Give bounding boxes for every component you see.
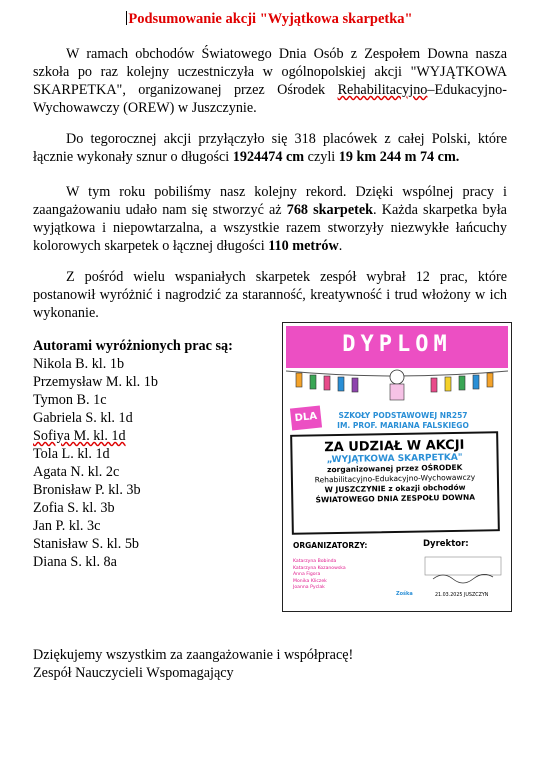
organizer-name: Monika Kliczek: [293, 578, 327, 584]
author-item: Nikola B. kl. 1b: [33, 356, 125, 372]
author-item: Zofia S. kl. 3b: [33, 500, 115, 516]
author-item: Tola L. kl. 1d: [33, 446, 110, 462]
diploma-organizers-label: ORGANIZATORZY:: [293, 541, 368, 550]
p3-text: W tym roku pobiliśmy nasz kolejny rekord. Dzięki wspólnej pracy i zaangażowaniu udało nam się stworzyć aż: [33, 184, 507, 218]
diploma-image: [282, 322, 512, 612]
p2-bold-length-cm: 1924474 cm: [232, 149, 305, 165]
author-item: Jan P. kl. 3c: [33, 518, 101, 534]
p2-text-mid: czyli: [304, 149, 339, 165]
diploma-school-line: IM. PROF. MARIANA FALSKIEGO: [337, 421, 469, 430]
diploma-header: [286, 326, 508, 368]
p1-text-end: –Edukacyjno-Wychowawczy (OREW) w Juszczynie.: [33, 82, 507, 116]
diploma-organizer-names: [293, 559, 346, 592]
document-title: [0, 11, 539, 28]
diploma-line: W JUSZCZYNIE z okazji obchodów: [324, 482, 466, 495]
diploma-school-line: SZKOŁY PODSTAWOWEJ NR257: [338, 411, 468, 420]
footer-signature: Zespół Nauczycieli Wspomagający: [33, 665, 234, 681]
organizer-name: Katarzyna Bobinda: [293, 559, 337, 564]
author-item: Stanisław S. kl. 5b: [33, 536, 140, 552]
sock-garland-illustration: [286, 367, 508, 407]
organizer-name: Joanna Pyclak: [293, 585, 325, 591]
diploma-dla-badge: DLA: [290, 405, 322, 430]
footer-thanks: Dziękujemy wszystkim za zaangażowanie i współpracę!: [33, 647, 354, 663]
p2-text: Do tegorocznej akcji przyłączyło się 318 placówek z całej Polski, które łącznie wykonały sznur o długości: [33, 131, 507, 165]
p1-text: W ramach obchodów Światowego Dnia Osób z Zespołem Downa nasza szkoła po raz kolejny uczestniczyła w ogólnopolskiej akcji "WYJĄTKOWA SKARPETKA", organizowanej przez Ośrodek: [33, 46, 507, 98]
diploma-school: [303, 411, 503, 431]
author-item: Bronisław P. kl. 3b: [33, 482, 141, 498]
paragraph-1: [33, 45, 507, 117]
paragraph-2: [33, 130, 507, 166]
diploma-line: „WYJĄTKOWA SKARPETKA": [326, 452, 463, 466]
diploma-title: DYPLOM: [342, 332, 452, 357]
p3-text-end: .: [338, 238, 343, 254]
diploma-line: zorganizowanej przez OŚRODEK: [327, 462, 463, 475]
diploma-line: ŚWIATOWEGO DNIA ZESPOŁU DOWNA: [315, 492, 476, 505]
author-item: Gabriela S. kl. 1d: [33, 410, 133, 426]
p2-bold-length-km: 19 km 244 m 74 cm.: [338, 149, 460, 165]
organizer-name: Katarzyna Kozanowska: [293, 565, 346, 571]
p3-bold-length: 110 metrów: [268, 238, 339, 254]
document-title-text: Podsumowanie akcji "Wyjątkowa skarpetka": [128, 11, 413, 27]
paragraph-3: [33, 183, 507, 255]
director-signature-stamp: [423, 555, 503, 585]
diploma-place-date: 21.03.2025 JUSZCZYN: [435, 593, 489, 598]
authors-heading: Autorami wyróżnionych prac są:: [33, 338, 233, 354]
paragraph-4: [33, 268, 507, 322]
diploma-line: Rehabilitacyjno-Edukacyjno-Wychowawczy: [314, 472, 476, 485]
author-item: Przemysław M. kl. 1b: [33, 374, 158, 390]
p3-text-mid: . Każda skarpetka była wyjątkowa i niepowtarzalna, a wszystkie razem stworzyły niezwykłe łańcuchy kolorowych skarpetek o łącznej długości: [33, 202, 507, 254]
author-item: Diana S. kl. 8a: [33, 554, 117, 570]
diploma-director-label: Dyrektor:: [423, 539, 469, 549]
spellcheck-word: Rehabilitacyjno: [337, 82, 428, 98]
footer: [33, 646, 353, 682]
author-item: Agata N. kl. 2c: [33, 464, 120, 480]
diploma-line: ZA UDZIAŁ W AKCJI: [324, 437, 465, 456]
organizer-name: Anna Figora: [293, 572, 321, 578]
p3-bold-count: 768 skarpetek: [286, 202, 374, 218]
author-item: Sofiya M. kl. 1d: [33, 428, 126, 444]
p4-text: Z pośród wielu wspaniałych skarpetek zespół wybrał 12 prac, które postanowił wyróżnić i nagrodzić za staranność, kreatywność i trud włożony w ich wykonanie.: [33, 269, 507, 321]
diploma-text-box: [290, 431, 500, 535]
author-item: Tymon B. 1c: [33, 392, 107, 408]
diploma-logo: Zośka: [396, 591, 413, 597]
authors-list: [33, 337, 273, 571]
